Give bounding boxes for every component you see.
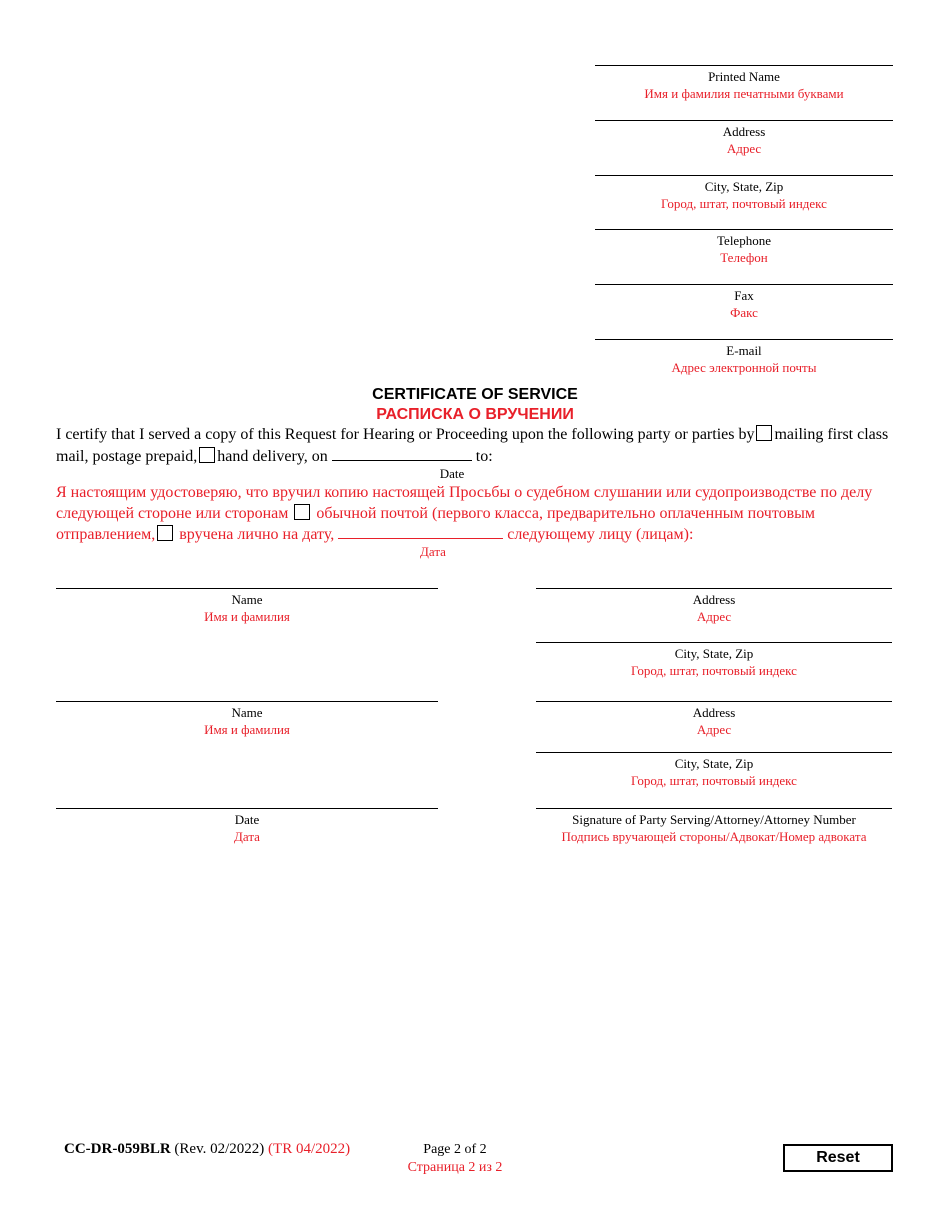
cert-text-ru-3: вручена лично на дату, bbox=[179, 526, 335, 543]
email-field[interactable] bbox=[595, 339, 893, 376]
address-label-ru: Адрес bbox=[726, 141, 762, 156]
hand-delivery-checkbox-ru[interactable] bbox=[157, 525, 173, 541]
city-state-zip-label-ru: Город, штат, почтовый индекс bbox=[661, 196, 827, 211]
form-id: CC-DR-059BLR bbox=[64, 1141, 171, 1157]
cert-text-2: mailing first class mail, postage prepaid, bbox=[56, 426, 889, 465]
party-2-address-label: Address bbox=[692, 705, 736, 720]
party-2-name-label-ru: Имя и фамилия bbox=[204, 722, 290, 737]
signature-date-field[interactable] bbox=[56, 808, 438, 845]
printed-name-label: Printed Name bbox=[708, 69, 780, 84]
service-date-input[interactable] bbox=[332, 446, 472, 461]
party-1-name-label: Name bbox=[231, 592, 263, 607]
fax-label-ru: Факс bbox=[730, 305, 758, 320]
fax-label: Fax bbox=[734, 288, 754, 303]
party-1-name-label-ru: Имя и фамилия bbox=[204, 609, 290, 624]
certification-paragraph-ru bbox=[56, 483, 906, 546]
city-state-zip-label: City, State, Zip bbox=[704, 179, 784, 194]
party-1-city-label: City, State, Zip bbox=[674, 646, 754, 661]
certificate-title-ru: РАСПИСКА О ВРУЧЕНИИ bbox=[376, 406, 574, 423]
page-number-ru: Страница 2 из 2 bbox=[407, 1160, 503, 1175]
cert-text-3: hand delivery, on bbox=[217, 447, 328, 465]
form-translation-revision: (TR 04/2022) bbox=[268, 1141, 351, 1157]
party-1-address-field[interactable] bbox=[536, 588, 892, 625]
signature-label: Signature of Party Serving/Attorney/Attorney Number bbox=[572, 812, 856, 827]
printed-name-label-ru: Имя и фамилия печатными буквами bbox=[644, 86, 844, 101]
reset-button[interactable]: Reset bbox=[783, 1144, 893, 1172]
signature-date-label: Date bbox=[234, 812, 260, 827]
party-2-city-field[interactable] bbox=[536, 752, 892, 789]
party-2-address-label-ru: Адрес bbox=[696, 722, 732, 737]
cert-text-ru-1: Я настоящим удостоверяю, что вручил копию настоящей Просьбы о судебном слушании или судопроизводстве по делу следующей стороне или сторонам bbox=[56, 484, 873, 522]
party-1-address-label-ru: Адрес bbox=[696, 609, 732, 624]
party-1-city-label-ru: Город, штат, почтовый индекс bbox=[631, 663, 797, 678]
party-1-city-field[interactable] bbox=[536, 642, 892, 679]
mail-checkbox-ru[interactable] bbox=[294, 504, 310, 520]
telephone-label: Telephone bbox=[717, 233, 771, 248]
email-label: E-mail bbox=[726, 343, 762, 358]
telephone-field[interactable] bbox=[595, 229, 893, 266]
page-number-en: Page 2 of 2 bbox=[423, 1142, 487, 1157]
service-date-input-ru[interactable] bbox=[338, 524, 503, 539]
hand-delivery-checkbox[interactable] bbox=[199, 447, 215, 463]
service-date-caption-ru: Дата bbox=[420, 544, 446, 559]
signature-label-ru: Подпись вручающей стороны/Адвокат/Номер адвоката bbox=[561, 829, 867, 844]
address-label: Address bbox=[722, 124, 766, 139]
cert-text-ru-4: следующему лицу (лицам): bbox=[507, 526, 694, 543]
service-date-caption: Date bbox=[439, 466, 465, 481]
party-2-city-label-ru: Город, штат, почтовый индекс bbox=[631, 773, 797, 788]
party-2-address-field[interactable] bbox=[536, 701, 892, 738]
signature-date-label-ru: Дата bbox=[234, 829, 260, 844]
email-label-ru: Адрес электронной почты bbox=[671, 360, 817, 375]
city-state-zip-field[interactable] bbox=[595, 175, 893, 212]
address-field[interactable] bbox=[595, 120, 893, 157]
cert-text-1: I certify that I served a copy of this Request for Hearing or Proceeding upon the following party or parties by bbox=[56, 426, 755, 443]
mail-checkbox[interactable] bbox=[756, 425, 772, 441]
printed-name-field[interactable] bbox=[595, 65, 893, 102]
party-1-name-field[interactable] bbox=[56, 588, 438, 625]
party-2-name-label: Name bbox=[231, 705, 263, 720]
certification-paragraph bbox=[56, 425, 906, 467]
cert-text-ru-2: обычной почтой (первого класса, предварительно оплаченным почтовым отправлением, bbox=[56, 504, 816, 543]
party-2-name-field[interactable] bbox=[56, 701, 438, 738]
fax-field[interactable] bbox=[595, 284, 893, 321]
certificate-title: CERTIFICATE OF SERVICE bbox=[372, 386, 578, 403]
party-2-city-label: City, State, Zip bbox=[674, 756, 754, 771]
form-revision: (Rev. 02/2022) bbox=[174, 1141, 265, 1157]
telephone-label-ru: Телефон bbox=[720, 250, 768, 265]
cert-text-4: to: bbox=[475, 447, 493, 465]
signature-field[interactable] bbox=[536, 808, 892, 845]
party-1-address-label: Address bbox=[692, 592, 736, 607]
form-id-line bbox=[64, 1141, 350, 1158]
page-number bbox=[380, 1141, 530, 1177]
